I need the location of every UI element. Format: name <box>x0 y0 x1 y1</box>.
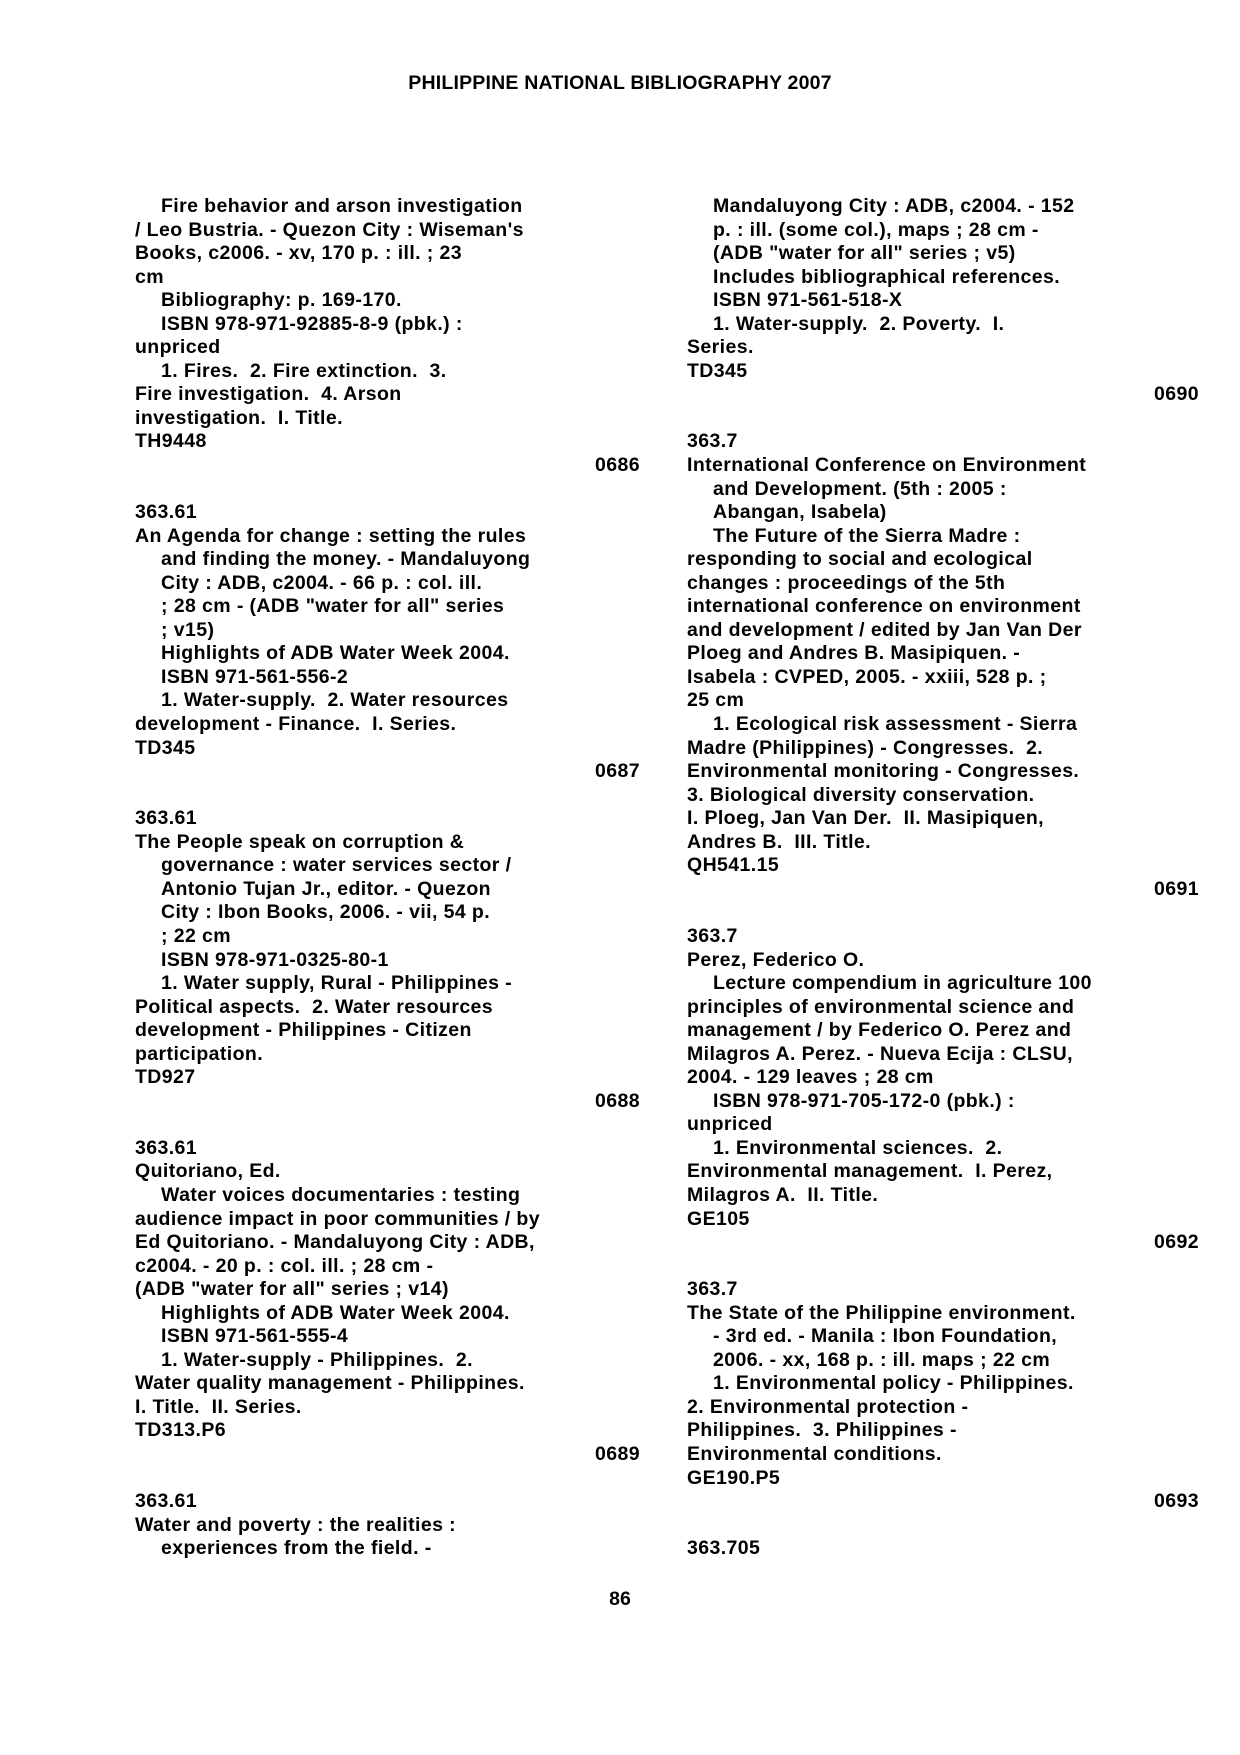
entry-line: 1. Water-supply - Philippines. 2. <box>161 1348 473 1371</box>
entry-line: unpriced <box>135 336 221 359</box>
entry-line: development - Philippines - Citizen <box>135 1019 472 1042</box>
entry-line: Books, c2006. - xv, 170 p. : ill. ; 23 <box>135 242 462 265</box>
entry-line: TD313.P6 <box>135 1419 226 1442</box>
entry-line: International Conference on Environment <box>687 454 1087 477</box>
entry-line: Includes bibliographical references. <box>713 265 1061 288</box>
entry-number: 0687 <box>595 760 640 783</box>
entry-line: Bibliography: p. 169-170. <box>161 289 402 312</box>
entry-line: I. Ploeg, Jan Van Der. II. Masipiquen, <box>687 807 1044 830</box>
entry-line: GE105 <box>687 1207 750 1230</box>
entry-line: 1. Ecological risk assessment - Sierra <box>713 713 1078 736</box>
entry-line: Highlights of ADB Water Week 2004. <box>161 642 510 665</box>
blank-line <box>687 1514 1199 1538</box>
entry-line: Ploeg and Andres B. Masipiquen. - <box>687 642 1021 665</box>
entry-line: and Development. (5th : 2005 : <box>713 477 1007 500</box>
entry-line: Andres B. III. Title. <box>687 830 871 853</box>
blank-line <box>687 1255 1199 1279</box>
entry-line: governance : water services sector / <box>161 854 512 877</box>
entry-line: participation. <box>135 1042 264 1065</box>
entry-number: 0691 <box>1154 877 1199 900</box>
entry-line: ISBN 971-561-555-4 <box>161 1325 349 1348</box>
entry-number: 0689 <box>595 1442 640 1465</box>
entry-line: ISBN 971-561-518-X <box>713 289 903 312</box>
entry-number: 0693 <box>1154 1490 1199 1513</box>
entry-line: Philippines. 3. Philippines - <box>687 1419 957 1442</box>
entry-line: TD345 <box>687 359 748 382</box>
entry-line: TD345 <box>135 736 196 759</box>
entry-number: 0688 <box>595 1089 640 1112</box>
entry-line: 2006. - xx, 168 p. : ill. maps ; 22 cm <box>713 1348 1051 1371</box>
entry-line: QH541.15 <box>687 854 780 877</box>
entry-line: Perez, Federico O. <box>687 948 865 971</box>
entry-line: ISBN 978-971-92885-8-9 (pbk.) : <box>161 312 463 335</box>
entry-line: The Future of the Sierra Madre : <box>713 524 1021 547</box>
entry-line: Fire behavior and arson investigation <box>161 195 523 217</box>
entry-number: 0692 <box>1154 1231 1199 1254</box>
entry-line: Isabela : CVPED, 2005. - xxiii, 528 p. ; <box>687 665 1047 688</box>
entry-line: Antonio Tujan Jr., editor. - Quezon <box>161 877 491 900</box>
entry-line: Abangan, Isabela) <box>713 501 887 524</box>
entry-line: principles of environmental science and <box>687 995 1075 1018</box>
entry-line: Environmental management. I. Perez, <box>687 1160 1053 1183</box>
entry-line: Mandaluyong City : ADB, c2004. - 152 <box>713 195 1075 217</box>
right-column <box>687 195 1199 1561</box>
blank-line <box>135 478 640 502</box>
entry-line: responding to social and ecological <box>687 548 1033 571</box>
entry-line: and development / edited by Jan Van Der <box>687 618 1082 641</box>
entry-line: Ed Quitoriano. - Mandaluyong City : ADB, <box>135 1231 535 1254</box>
entry-line: GE190.P5 <box>687 1466 781 1489</box>
entry-line: 363.61 <box>135 807 198 830</box>
entry-line: Highlights of ADB Water Week 2004. <box>161 1301 510 1324</box>
entry-line: 1. Water-supply. 2. Water resources <box>161 689 509 712</box>
entry-line: 363.7 <box>687 430 738 453</box>
entry-line: c2004. - 20 p. : col. ill. ; 28 cm - <box>135 1254 434 1277</box>
entry-line: Environmental monitoring - Congresses. <box>687 760 1080 783</box>
entry-line: 363.61 <box>135 1490 198 1513</box>
entry-line: Milagros A. Perez. - Nueva Ecija : CLSU, <box>687 1042 1073 1065</box>
entry-line: Madre (Philippines) - Congresses. 2. <box>687 736 1044 759</box>
entry-line: Lecture compendium in agriculture 100 <box>713 972 1092 995</box>
entry-line: unpriced <box>687 1113 773 1136</box>
entry-line: 363.61 <box>135 1136 198 1159</box>
entry-line: TH9448 <box>135 430 207 453</box>
blank-line <box>687 407 1199 431</box>
entry-line: Fire investigation. 4. Arson <box>135 383 402 406</box>
entry-line: The State of the Philippine environment. <box>687 1301 1076 1324</box>
page-header-title: PHILIPPINE NATIONAL BIBLIOGRAPHY 2007 <box>408 72 832 94</box>
entry-line: development - Finance. I. Series. <box>135 713 457 736</box>
entry-line: 25 cm <box>687 689 745 712</box>
entry-line: experiences from the field. - <box>161 1537 432 1560</box>
entry-line: Political aspects. 2. Water resources <box>135 995 494 1018</box>
entry-line: ; 28 cm - (ADB "water for all" series <box>161 595 505 618</box>
entry-line: Quitoriano, Ed. <box>135 1160 281 1183</box>
entry-line: 363.7 <box>687 924 738 947</box>
entry-line: Water voices documentaries : testing <box>161 1183 521 1206</box>
entry-line: City : Ibon Books, 2006. - vii, 54 p. <box>161 901 491 924</box>
entry-line: 363.61 <box>135 501 198 524</box>
entry-line: ISBN 978-971-0325-80-1 <box>161 948 389 971</box>
entry-line: TD927 <box>135 1066 196 1089</box>
entry-line: / Leo Bustria. - Quezon City : Wiseman's <box>135 218 524 241</box>
entry-line: ISBN 971-561-556-2 <box>161 665 349 688</box>
entry-line: 1. Water-supply. 2. Poverty. I. <box>713 312 1005 335</box>
blank-line <box>135 784 640 808</box>
entry-line: Water and poverty : the realities : <box>135 1513 457 1536</box>
entry-line: ISBN 978-971-705-172-0 (pbk.) : <box>713 1089 1015 1112</box>
left-column <box>135 195 640 1561</box>
entry-line: investigation. I. Title. <box>135 406 343 429</box>
entry-line: 2004. - 129 leaves ; 28 cm <box>687 1066 934 1089</box>
entry-number: 0686 <box>595 454 640 477</box>
entry-line: Water quality management - Philippines. <box>135 1372 525 1395</box>
entry-line: 363.705 <box>687 1537 761 1560</box>
entry-line: - 3rd ed. - Manila : Ibon Foundation, <box>713 1325 1058 1348</box>
entry-line: 3. Biological diversity conservation. <box>687 783 1035 806</box>
entry-line: An Agenda for change : setting the rules <box>135 524 527 547</box>
entry-line: ; 22 cm <box>161 924 232 947</box>
entry-line: 1. Fires. 2. Fire extinction. 3. <box>161 359 447 382</box>
entry-line: (ADB "water for all" series ; v5) <box>713 242 1016 265</box>
entry-line: Series. <box>687 336 754 359</box>
entry-line: 2. Environmental protection - <box>687 1395 969 1418</box>
entry-line: changes : proceedings of the 5th <box>687 571 1006 594</box>
blank-line <box>687 901 1199 925</box>
entry-line: cm <box>135 265 164 288</box>
entry-line: 1. Environmental policy - Philippines. <box>713 1372 1074 1395</box>
entry-line: Milagros A. II. Title. <box>687 1183 879 1206</box>
entry-line: (ADB "water for all" series ; v14) <box>135 1278 449 1301</box>
entry-line: and finding the money. - Mandaluyong <box>161 548 531 571</box>
entry-line: Environmental conditions. <box>687 1442 942 1465</box>
entry-line: management / by Federico O. Perez and <box>687 1019 1072 1042</box>
entry-line: 1. Water supply, Rural - Philippines - <box>161 972 513 995</box>
entry-line: audience impact in poor communities / by <box>135 1207 540 1230</box>
entry-line: City : ADB, c2004. - 66 p. : col. ill. <box>161 571 483 594</box>
entry-line: 363.7 <box>687 1278 738 1301</box>
entry-line: international conference on environment <box>687 595 1081 618</box>
page-number: 86 <box>609 1588 631 1610</box>
entry-number: 0690 <box>1154 383 1199 406</box>
entry-line: p. : ill. (some col.), maps ; 28 cm - <box>713 218 1039 241</box>
entry-line: The People speak on corruption & <box>135 830 465 853</box>
blank-line <box>135 1113 640 1137</box>
entry-line: ; v15) <box>161 618 215 641</box>
entry-line: I. Title. II. Series. <box>135 1395 302 1418</box>
entry-line: 1. Environmental sciences. 2. <box>713 1136 1003 1159</box>
blank-line <box>135 1467 640 1491</box>
